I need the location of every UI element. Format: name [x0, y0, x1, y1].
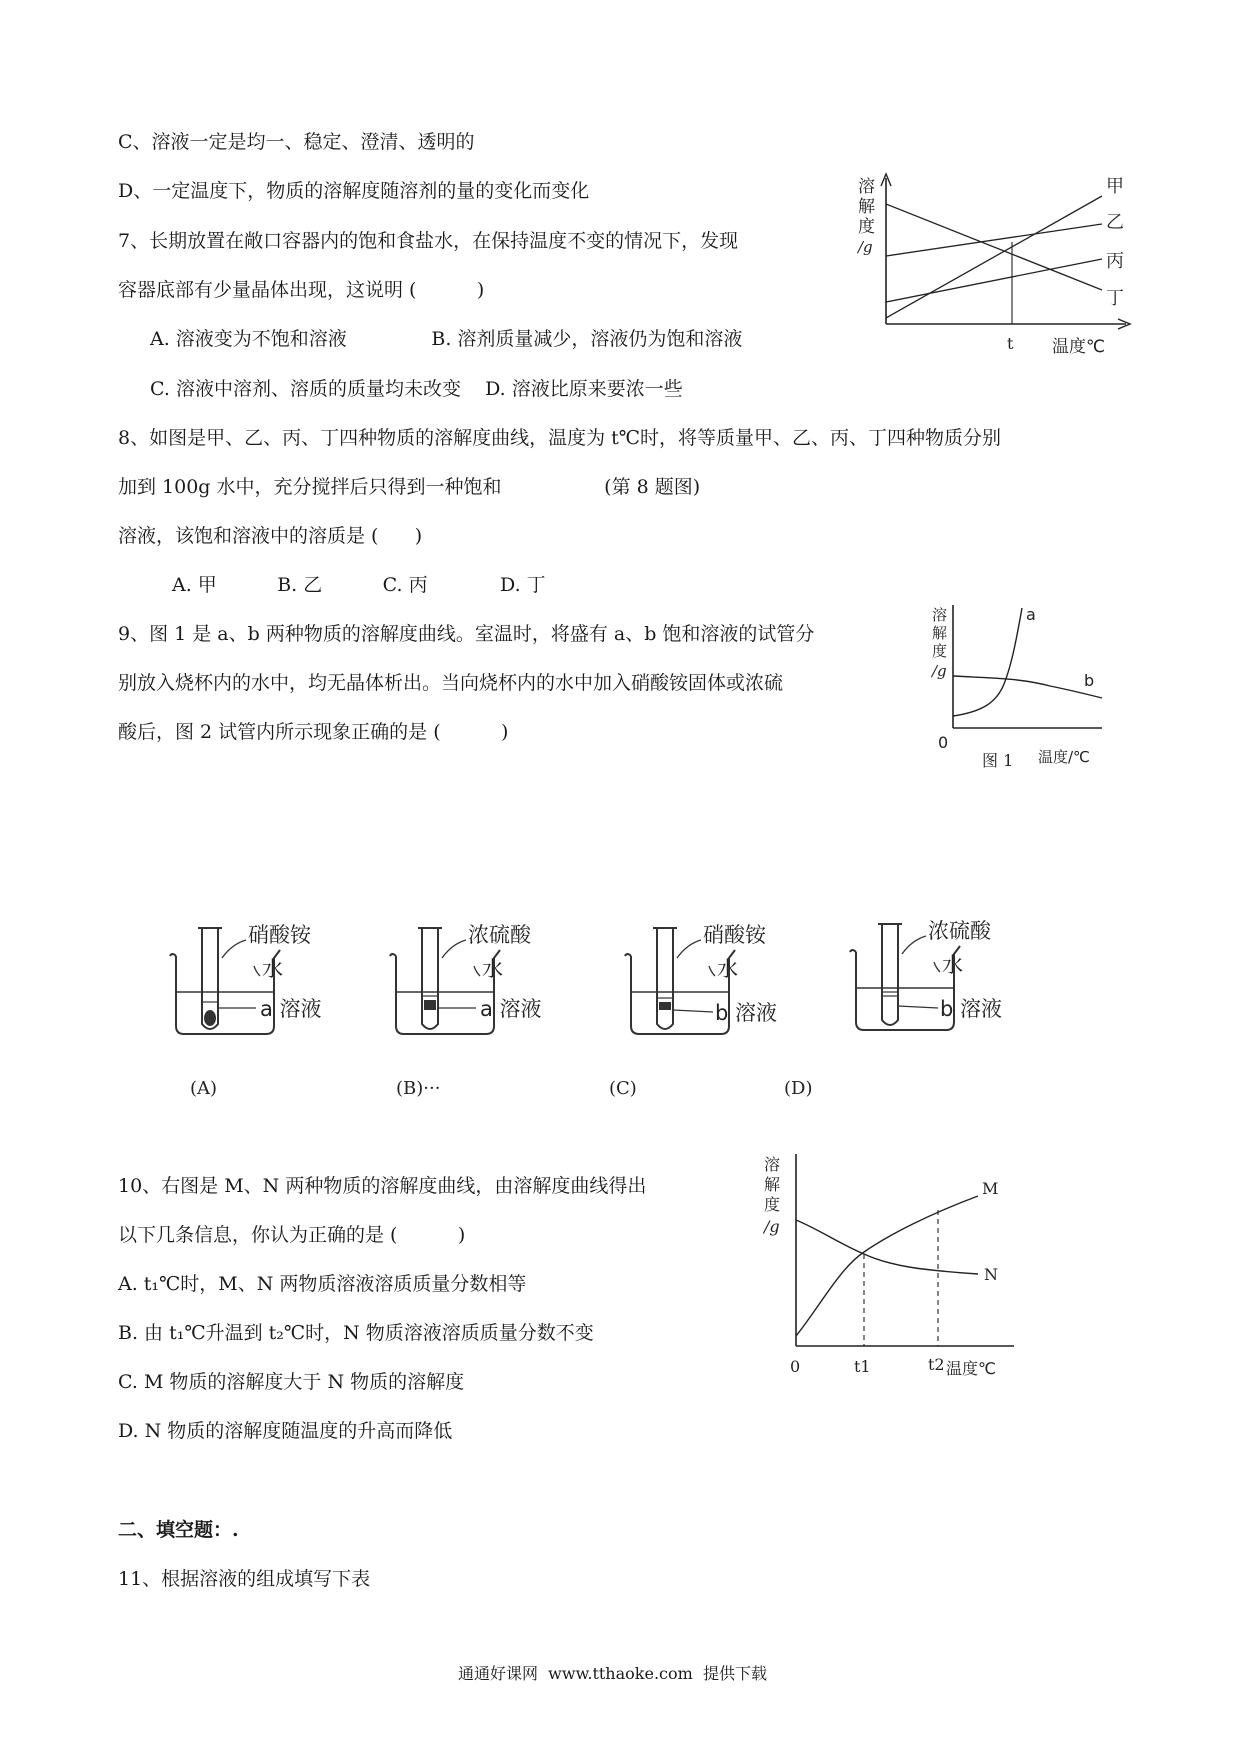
section-2-heading: 二、填空题：.	[118, 1519, 239, 1541]
q10-ylabel-3: 度	[764, 1195, 781, 1214]
beaker-b-water-label: 水	[482, 957, 503, 981]
beaker-d-solution-label: b 溶液	[940, 997, 1003, 1021]
q7-options-ab: A. 溶液变为不饱和溶液 B. 溶剂质量减少，溶液仍为饱和溶液	[150, 328, 743, 350]
q10-stem-line2: 以下几条信息，你认为正确的是 ( )	[118, 1224, 466, 1246]
page-footer: 通通好课网 www.tthaoke.com 提供下载	[458, 1664, 767, 1683]
q10-option-d: D. N 物质的溶解度随温度的升高而降低	[118, 1420, 453, 1442]
q10-x-axis-label: 温度℃	[946, 1359, 996, 1378]
beaker-c-leader-reagent	[677, 940, 701, 958]
beaker-a	[170, 923, 322, 1099]
beaker-c-lip	[625, 954, 631, 956]
q10-option-c: C. M 物质的溶解度大于 N 物质的溶解度	[118, 1371, 465, 1393]
beaker-a-reagent-label: 硝酸铵	[248, 923, 311, 947]
q8-label-yi: 乙	[1106, 212, 1124, 233]
beaker-d-leader-water	[934, 962, 940, 972]
beaker-c-test-tube	[657, 928, 673, 1029]
q10-label-m: M	[982, 1179, 999, 1198]
q8-series-yi	[886, 224, 1102, 256]
q9-figure-1-chart	[920, 600, 1180, 780]
q9-curve-b	[953, 676, 1102, 698]
q9-label-a: a	[1026, 605, 1036, 624]
beaker-a-lip	[170, 954, 176, 956]
beaker-b-reagent-label: 浓硫酸	[468, 923, 531, 947]
beaker-c-leader-solution	[673, 1010, 713, 1012]
q9-origin-label: 0	[938, 733, 949, 752]
beaker-a-crystals	[204, 1010, 216, 1026]
beaker-c-solution-label: b 溶液	[715, 1001, 778, 1025]
q7-options-cd: C. 溶液中溶剂、溶质的质量均未改变 D. 溶液比原来要浓一些	[150, 378, 683, 400]
beaker-a-caption: (A)	[190, 1078, 218, 1099]
beaker-b-leader-water	[474, 966, 480, 976]
q9-beaker-figures	[150, 900, 1150, 1110]
beaker-a-water-label: 水	[262, 957, 283, 981]
q8-x-axis-label: 温度℃	[1052, 337, 1106, 357]
q8-label-bing: 丙	[1106, 251, 1124, 272]
q8-options: A. 甲 B. 乙 C. 丙 D. 丁	[172, 574, 546, 596]
beaker-c-leader-water	[709, 966, 715, 976]
beaker-d	[784, 919, 1002, 1099]
q9-figure-caption: 图 1	[982, 751, 1014, 770]
beaker-a-leader-reagent	[222, 940, 246, 958]
q10-origin-label: 0	[790, 1357, 801, 1376]
q9-stem-line1: 9、图 1 是 a、b 两种物质的溶解度曲线。室温时，将盛有 a、b 饱和溶液的试管分	[118, 623, 815, 645]
beaker-c-caption: (C)	[609, 1078, 637, 1099]
q10-solubility-chart	[760, 1150, 1050, 1390]
beaker-c-reagent-label: 硝酸铵	[703, 923, 766, 947]
q9-x-axis-label: 温度/℃	[1038, 748, 1090, 766]
q9-ylabel-4: /g	[932, 662, 947, 680]
q8-stem-line3: 溶液，该饱和溶液中的溶质是 ( )	[118, 525, 423, 547]
q8-solubility-chart	[840, 166, 1140, 366]
q10-stem-line1: 10、右图是 M、N 两种物质的溶解度曲线，由溶解度曲线得出	[118, 1175, 647, 1197]
beaker-b-test-tube	[422, 928, 438, 1029]
beaker-b	[390, 923, 542, 1099]
q9-stem-line2: 别放入烧杯内的水中，均无晶体析出。当向烧杯内的水中加入硝酸铵固体或浓硫	[118, 672, 784, 694]
q10-option-b: B. 由 t₁℃升温到 t₂℃时，N 物质溶液溶质质量分数不变	[118, 1322, 594, 1344]
q8-ylabel-2: 解	[858, 197, 875, 217]
q10-label-n: N	[984, 1265, 998, 1284]
q8-stem-line2: 加到 100g 水中，充分搅拌后只得到一种饱和 (第 8 题图)	[118, 476, 701, 498]
beaker-a-solution-label: a 溶液	[260, 997, 322, 1021]
q10-ylabel-4: /g	[764, 1217, 780, 1236]
q8-label-jia: 甲	[1106, 176, 1124, 197]
beaker-b-lip	[390, 954, 396, 956]
beaker-d-test-tube	[882, 924, 898, 1025]
beaker-c	[609, 923, 777, 1099]
q9-ylabel-2: 解	[932, 624, 948, 642]
beaker-d-leader-solution	[898, 1006, 938, 1008]
beaker-b-caption: (B)···	[396, 1078, 441, 1099]
q6-option-d: D、一定温度下，物质的溶解度随溶剂的量的变化而变化	[118, 180, 590, 202]
q7-stem-line1: 7、长期放置在敞口容器内的饱和食盐水，在保持温度不变的情况下，发现	[118, 230, 739, 252]
q9-ylabel-3: 度	[932, 642, 948, 660]
q8-series-jia	[886, 196, 1102, 318]
beaker-d-water-label: 水	[942, 953, 963, 977]
beaker-a-leader-water	[254, 966, 260, 976]
q8-label-ding: 丁	[1106, 288, 1124, 309]
q8-ylabel-4: /g	[858, 238, 873, 256]
beaker-d-leader-reagent	[902, 936, 926, 954]
q8-stem-line1: 8、如图是甲、乙、丙、丁四种物质的溶解度曲线，温度为 t℃时，将等质量甲、乙、丙、丁四种物质分别	[118, 427, 1002, 449]
q11-stem: 11、根据溶液的组成填写下表	[118, 1568, 371, 1590]
q10-option-a: A. t₁℃时，M、N 两物质溶液溶质质量分数相等	[118, 1273, 527, 1295]
q10-ylabel-2: 解	[764, 1175, 781, 1194]
q9-curve-a	[953, 608, 1022, 716]
q10-curve-n	[796, 1220, 978, 1274]
q7-stem-line2: 容器底部有少量晶体出现，这说明 ( )	[118, 279, 485, 301]
beaker-d-lip	[850, 950, 856, 952]
q8-ylabel-3: 度	[858, 217, 875, 237]
q8-series-ding	[886, 204, 1102, 290]
beaker-b-crystals	[424, 1000, 436, 1010]
q10-ylabel-1: 溶	[764, 1155, 781, 1174]
beaker-c-crystals	[659, 1002, 671, 1010]
q8-tick-t: t	[1007, 334, 1014, 353]
beaker-d-reagent-label: 浓硫酸	[928, 919, 991, 943]
q9-stem-line3: 酸后，图 2 试管内所示现象正确的是 ( )	[118, 721, 509, 743]
q8-ylabel-1: 溶	[858, 177, 875, 197]
q10-tick-t2: t2	[928, 1355, 945, 1374]
q8-series-bing	[886, 259, 1102, 302]
q9-ylabel-1: 溶	[932, 606, 948, 624]
q10-tick-t1: t1	[854, 1357, 871, 1376]
q9-label-b: b	[1084, 671, 1095, 690]
beaker-c-water-label: 水	[717, 957, 738, 981]
beaker-b-solution-label: a 溶液	[480, 997, 542, 1021]
q6-option-c: C、溶液一定是均一、稳定、澄清、透明的	[118, 131, 475, 153]
beaker-d-caption: (D)	[784, 1078, 813, 1099]
q10-curve-m	[796, 1196, 978, 1336]
beaker-b-leader-reagent	[442, 940, 466, 958]
